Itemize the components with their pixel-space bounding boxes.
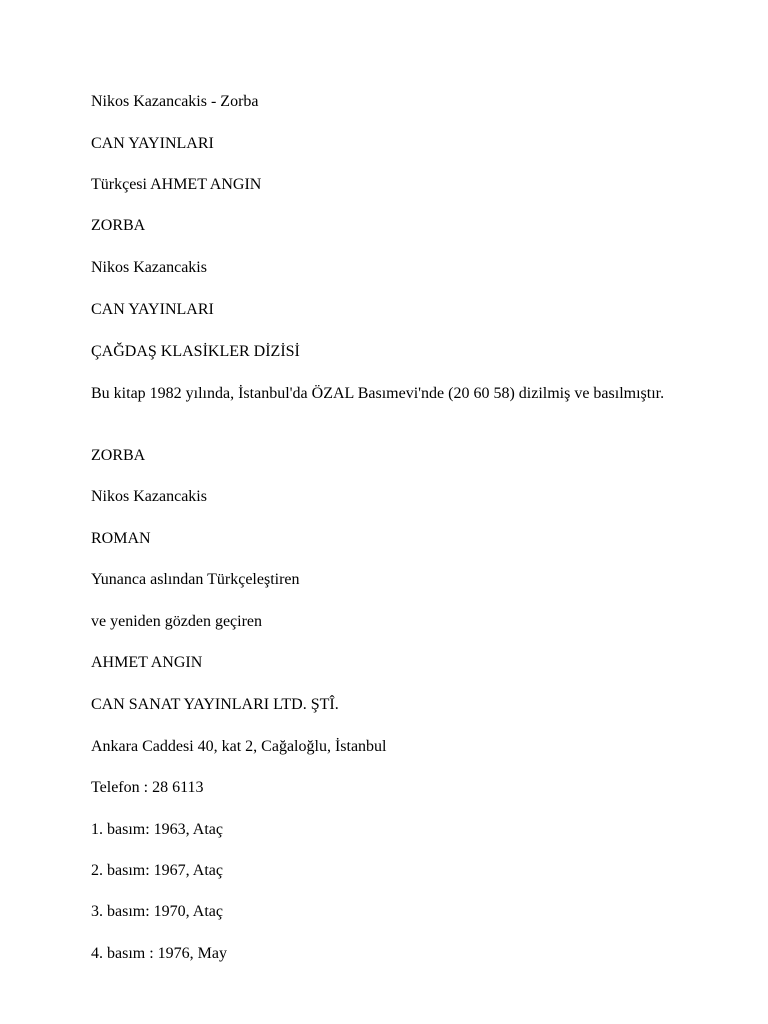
series-line: ÇAĞDAŞ KLASİKLER DİZİSİ <box>91 343 300 360</box>
edition-line: 2. basım: 1967, Ataç <box>91 862 223 879</box>
book-title-line: ZORBA <box>91 447 146 464</box>
author-line: Nikos Kazancakis <box>91 259 207 276</box>
edition-line: 1. basım: 1963, Ataç <box>91 821 223 838</box>
genre-line: ROMAN <box>91 530 151 547</box>
translator-line: Türkçesi AHMET ANGIN <box>91 176 262 193</box>
edition-line: 4. basım : 1976, May <box>91 945 227 962</box>
publisher-line: CAN YAYINLARI <box>91 135 214 152</box>
edition-line: 3. basım: 1970, Ataç <box>91 903 223 920</box>
publisher-line: CAN YAYINLARI <box>91 301 214 318</box>
phone-line: Telefon : 28 6113 <box>91 779 204 796</box>
book-title-line: ZORBA <box>91 217 146 234</box>
address-line: Ankara Caddesi 40, kat 2, Cağaloğlu, İstanbul <box>91 738 387 755</box>
document-title-line: Nikos Kazancakis - Zorba <box>91 93 259 110</box>
revision-credit-line: ve yeniden gözden geçiren <box>91 613 263 630</box>
translator-name-line: AHMET ANGIN <box>91 654 203 671</box>
translation-credit-line: Yunanca aslından Türkçeleştiren <box>91 571 300 588</box>
author-line: Nikos Kazancakis <box>91 488 207 505</box>
printing-note-paragraph: Bu kitap 1982 yılında, İstanbul'da ÖZAL Basımevi'nde (20 60 58) dizilmiş ve basılmıştır. <box>91 385 665 402</box>
company-line: CAN SANAT YAYINLARI LTD. ŞTÎ. <box>91 696 339 713</box>
